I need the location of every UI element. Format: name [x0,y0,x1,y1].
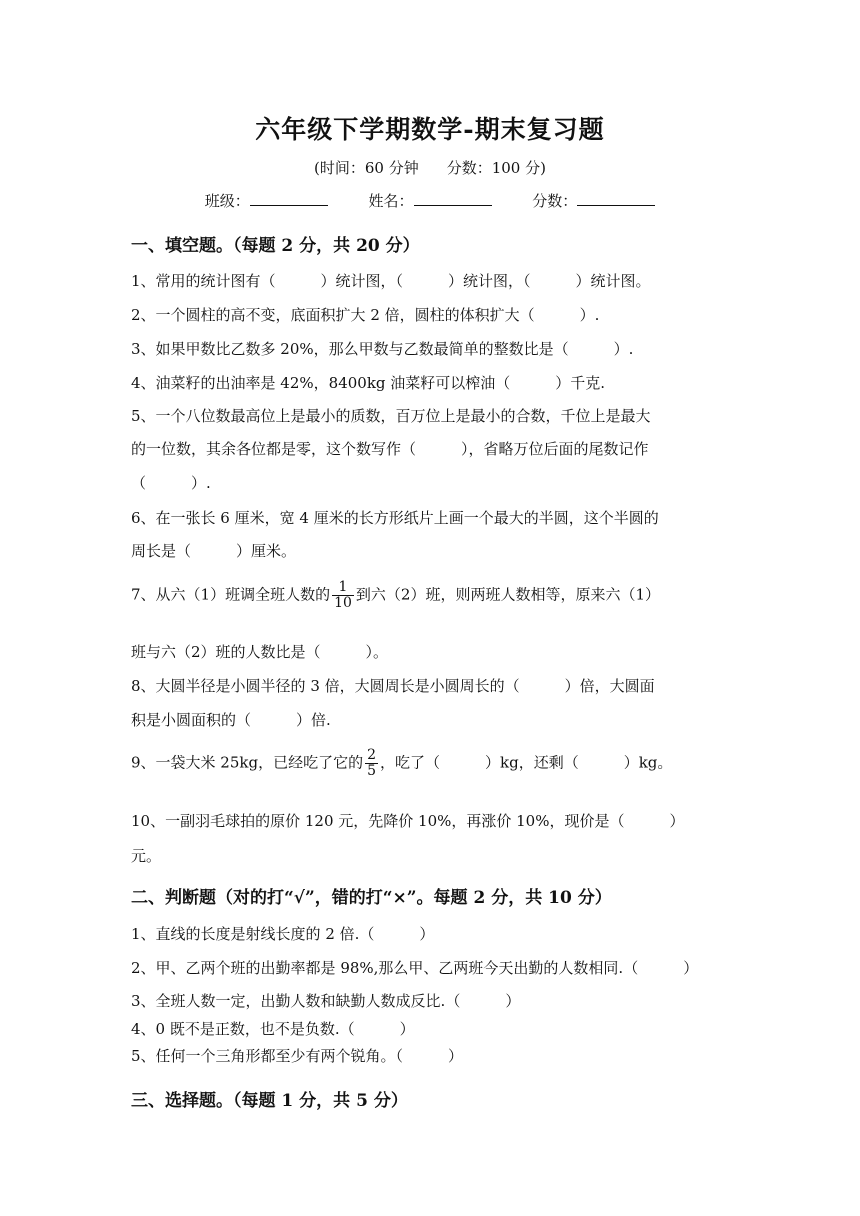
q7-text-before: 7、从六（1）班调全班人数的 [131,585,331,604]
question-line: 元。 [131,847,162,865]
question-line: 1、常用的统计图有（ ）统计图，（ ）统计图，（ ）统计图。 [131,272,651,290]
exam-subtitle [0,157,860,178]
question-line: 2、一个圆柱的高不变，底面积扩大 2 倍，圆柱的体积扩大（ ）. [131,306,600,324]
fraction-numerator: 2 [367,747,377,763]
q9-text-after: ，吃了（ ）kg，还剩（ ）kg。 [380,753,673,772]
class-field [205,190,328,211]
question-line: 积是小圆面积的（ ）倍. [131,711,331,729]
question-line: 2、甲、乙两个班的出勤率都是 98%,那么甲、乙两班今天出勤的人数相同.（ ） [131,959,699,977]
question-7 [131,580,660,611]
fraction-denominator: 5 [367,763,377,779]
question-line: 周长是（ ）厘米。 [131,542,297,560]
score-label: 分数： [532,192,578,210]
q9-text-before: 9、一袋大米 25kg，已经吃了它的 [131,753,364,772]
score-text: 分数：100 分) [446,159,546,177]
name-label: 姓名： [368,192,414,210]
section3-heading: 三、选择题。（每题 1 分，共 5 分） [131,1091,408,1111]
q7-text-after: 到六（2）班，则两班人数相等，原来六（1） [355,585,661,604]
question-line: 5、任何一个三角形都至少有两个锐角。（ ） [131,1047,464,1065]
section1-heading: 一、填空题。（每题 2 分，共 20 分） [131,236,420,256]
page-title: 六年级下学期数学-期末复习题 [255,115,605,144]
name-field [368,190,491,211]
fraction-numerator: 1 [332,580,354,596]
time-text: (时间：60 分钟 [314,159,419,177]
question-line: 4、油菜籽的出油率是 42%，8400kg 油菜籽可以榨油（ ）千克. [131,374,606,392]
question-line: 6、在一张长 6 厘米，宽 4 厘米的长方形纸片上画一个最大的半圆，这个半圆的 [131,509,659,527]
fraction [365,748,378,779]
score-field [532,190,655,211]
question-line: 3、全班人数一定，出勤人数和缺勤人数成反比.（ ） [131,992,521,1010]
question-line: 的一位数，其余各位都是零，这个数写作（ ），省略万位后面的尾数记作 [131,440,649,458]
fraction [332,580,354,611]
class-label: 班级： [204,192,250,210]
student-info-row [0,190,860,211]
question-line: 3、如果甲数比乙数多 20%，那么甲数与乙数最简单的整数比是（ ）. [131,340,634,358]
question-line: 5、一个八位数最高位上是最小的质数，百万位上是最小的合数，千位上是最大 [131,407,651,425]
question-9 [131,748,672,779]
name-blank[interactable] [414,191,492,206]
question-line: 1、直线的长度是射线长度的 2 倍.（ ） [131,925,435,943]
question-line: （ ）. [131,474,211,492]
score-blank[interactable] [577,191,655,206]
question-line: 4、0 既不是正数，也不是负数.（ ） [131,1020,415,1038]
question-line: 10、一副羽毛球拍的原价 120 元，先降价 10%，再涨价 10%，现价是（ ） [131,812,685,830]
question-line: 8、大圆半径是小圆半径的 3 倍，大圆周长是小圆周长的（ ）倍，大圆面 [131,677,655,695]
class-blank[interactable] [250,191,328,206]
fraction-denominator: 10 [334,595,352,611]
question-line: 班与六（2）班的人数比是（ ）。 [131,643,389,661]
section2-heading: 二、判断题（对的打“√”，错的打“×”。每题 2 分，共 10 分） [131,888,612,908]
